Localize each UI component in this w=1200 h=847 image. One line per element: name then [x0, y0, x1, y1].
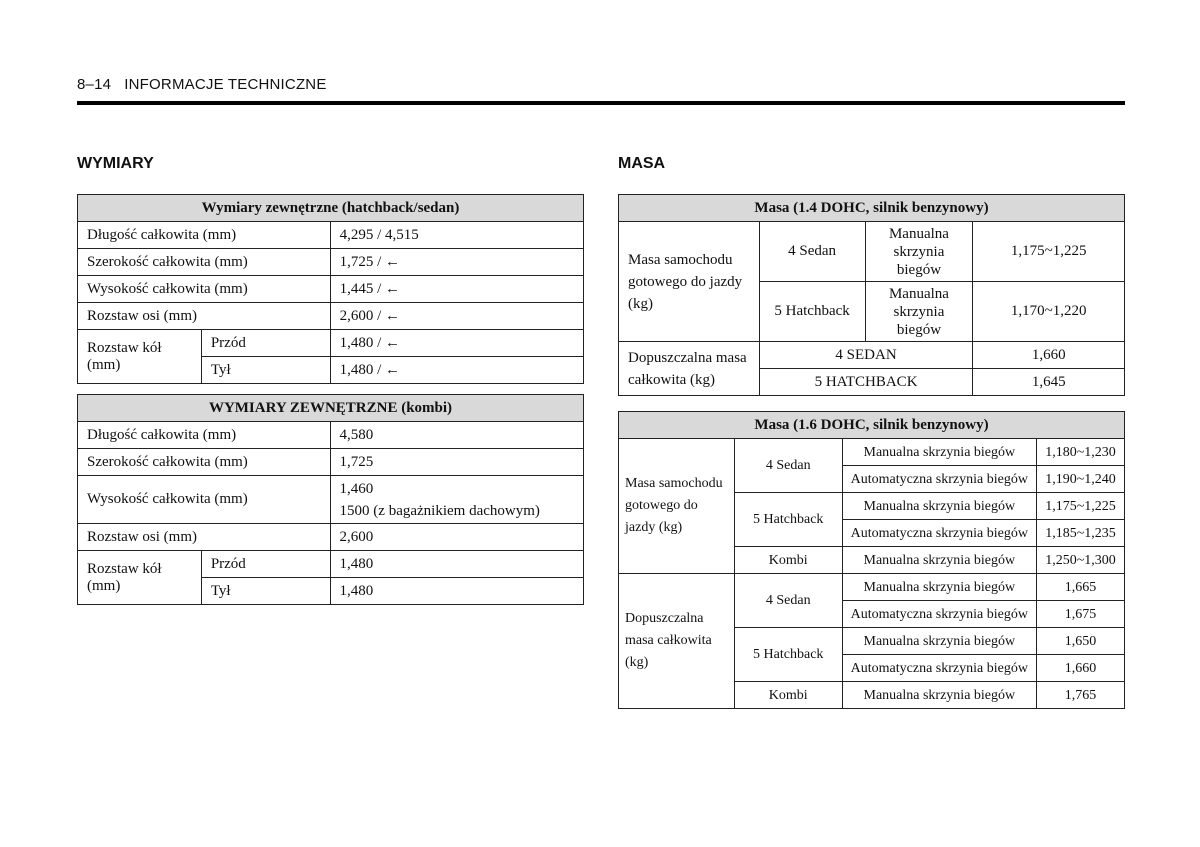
- track-front-label: Przód: [201, 330, 330, 357]
- row-label: Długość całkowita (mm): [78, 222, 331, 249]
- body-type: 5 HATCHBACK: [759, 369, 973, 396]
- table-row: [78, 249, 584, 276]
- table-row: [78, 303, 584, 330]
- body-type: 5 Hatchback: [734, 493, 842, 547]
- mass-value: 1,650: [1037, 628, 1125, 655]
- gearbox-type: Automatyczna skrzynia biegów: [842, 601, 1036, 628]
- body-type: 4 Sedan: [734, 439, 842, 493]
- table-row: [619, 342, 1125, 369]
- gross-mass-label: Dopuszczalna masa całkowita (kg): [619, 574, 735, 709]
- table-row: [78, 422, 584, 449]
- row-label: Wysokość całkowita (mm): [78, 476, 331, 524]
- row-value: 2,600 / ←: [330, 303, 583, 330]
- dimensions-table-kombi: [77, 394, 584, 605]
- track-front-label: Przód: [201, 551, 330, 578]
- table-heading: Masa (1.4 DOHC, silnik benzynowy): [619, 195, 1125, 222]
- row-label: Długość całkowita (mm): [78, 422, 331, 449]
- table-row: [78, 276, 584, 303]
- row-value: 1,445 / ←: [330, 276, 583, 303]
- body-type: Kombi: [734, 682, 842, 709]
- body-type: 4 Sedan: [734, 574, 842, 628]
- track-rear-label: Tył: [201, 578, 330, 605]
- row-label: Rozstaw osi (mm): [78, 303, 331, 330]
- table-row: [619, 439, 1125, 466]
- table-row: [78, 330, 584, 357]
- track-label: Rozstaw kół (mm): [78, 551, 202, 605]
- table-row: [619, 574, 1125, 601]
- body-type: Kombi: [734, 547, 842, 574]
- row-value: 4,580: [330, 422, 583, 449]
- table-row: [78, 449, 584, 476]
- mass-value: 1,675: [1037, 601, 1125, 628]
- row-label: Wysokość całkowita (mm): [78, 276, 331, 303]
- row-value: [330, 476, 583, 524]
- table-row: [78, 222, 584, 249]
- track-front-value: 1,480 / ←: [330, 330, 583, 357]
- mass-value: 1,660: [1037, 655, 1125, 682]
- mass-value: 1,175~1,225: [973, 222, 1125, 282]
- curb-mass-label: Masa samochodu gotowego do jazdy (kg): [619, 439, 735, 574]
- mass-value: 1,190~1,240: [1037, 466, 1125, 493]
- track-label: Rozstaw kół (mm): [78, 330, 202, 384]
- track-rear-label: Tył: [201, 357, 330, 384]
- gearbox-type: Manualna skrzynia biegów: [842, 439, 1036, 466]
- gearbox-type: Automatyczna skrzynia biegów: [842, 520, 1036, 547]
- mass-value: 1,250~1,300: [1037, 547, 1125, 574]
- row-label: Szerokość całkowita (mm): [78, 449, 331, 476]
- mass-value: 1,645: [973, 369, 1125, 396]
- curb-mass-label: Masa samochodu gotowego do jazdy (kg): [619, 222, 760, 342]
- mass-value: 1,175~1,225: [1037, 493, 1125, 520]
- mass-value: 1,185~1,235: [1037, 520, 1125, 547]
- dimensions-table-hatchback-sedan: [77, 194, 584, 384]
- row-label: Rozstaw osi (mm): [78, 524, 331, 551]
- row-value: 1,725 / ←: [330, 249, 583, 276]
- table-row: [78, 476, 584, 524]
- chapter-title: INFORMACJE TECHNICZNE: [124, 76, 327, 93]
- gearbox-type: Manualna skrzynia biegów: [842, 547, 1036, 574]
- track-front-value: 1,480: [330, 551, 583, 578]
- header-rule: [77, 101, 1125, 105]
- gearbox-type: Manualna skrzynia biegów: [865, 282, 973, 342]
- table-row: [619, 222, 1125, 282]
- gearbox-type: Manualna skrzynia biegów: [865, 222, 973, 282]
- gearbox-type: Automatyczna skrzynia biegów: [842, 655, 1036, 682]
- gearbox-type: Manualna skrzynia biegów: [842, 493, 1036, 520]
- table-row: [78, 524, 584, 551]
- track-rear-value: 1,480: [330, 578, 583, 605]
- mass-value: 1,180~1,230: [1037, 439, 1125, 466]
- table-heading: WYMIARY ZEWNĘTRZNE (kombi): [78, 395, 584, 422]
- mass-value: 1,665: [1037, 574, 1125, 601]
- page-header: [77, 76, 327, 93]
- height-value: 1,460: [339, 480, 374, 497]
- section-title-masa: MASA: [618, 155, 666, 172]
- gearbox-type: Manualna skrzynia biegów: [842, 574, 1036, 601]
- row-value: 2,600: [330, 524, 583, 551]
- height-value-roof: 1500 (z bagażnikiem dachowym): [339, 502, 540, 519]
- mass-value: 1,660: [973, 342, 1125, 369]
- body-type: 5 Hatchback: [734, 628, 842, 682]
- gearbox-type: Manualna skrzynia biegów: [842, 628, 1036, 655]
- section-title-wymiary: WYMIARY: [77, 155, 154, 172]
- mass-value: 1,170~1,220: [973, 282, 1125, 342]
- gearbox-type: Automatyczna skrzynia biegów: [842, 466, 1036, 493]
- track-rear-value: 1,480 / ←: [330, 357, 583, 384]
- mass-table-1-6: [618, 411, 1125, 709]
- body-type: 4 Sedan: [759, 222, 865, 282]
- row-value: 1,725: [330, 449, 583, 476]
- row-label: Szerokość całkowita (mm): [78, 249, 331, 276]
- gross-mass-label: Dopuszczalna masa całkowita (kg): [619, 342, 760, 396]
- mass-value: 1,765: [1037, 682, 1125, 709]
- row-value: 4,295 / 4,515: [330, 222, 583, 249]
- mass-table-1-4: [618, 194, 1125, 396]
- body-type: 4 SEDAN: [759, 342, 973, 369]
- table-heading: Wymiary zewnętrzne (hatchback/sedan): [78, 195, 584, 222]
- table-row: [78, 551, 584, 578]
- table-heading: Masa (1.6 DOHC, silnik benzynowy): [619, 412, 1125, 439]
- body-type: 5 Hatchback: [759, 282, 865, 342]
- page-number: 8–14: [77, 76, 112, 93]
- gearbox-type: Manualna skrzynia biegów: [842, 682, 1036, 709]
